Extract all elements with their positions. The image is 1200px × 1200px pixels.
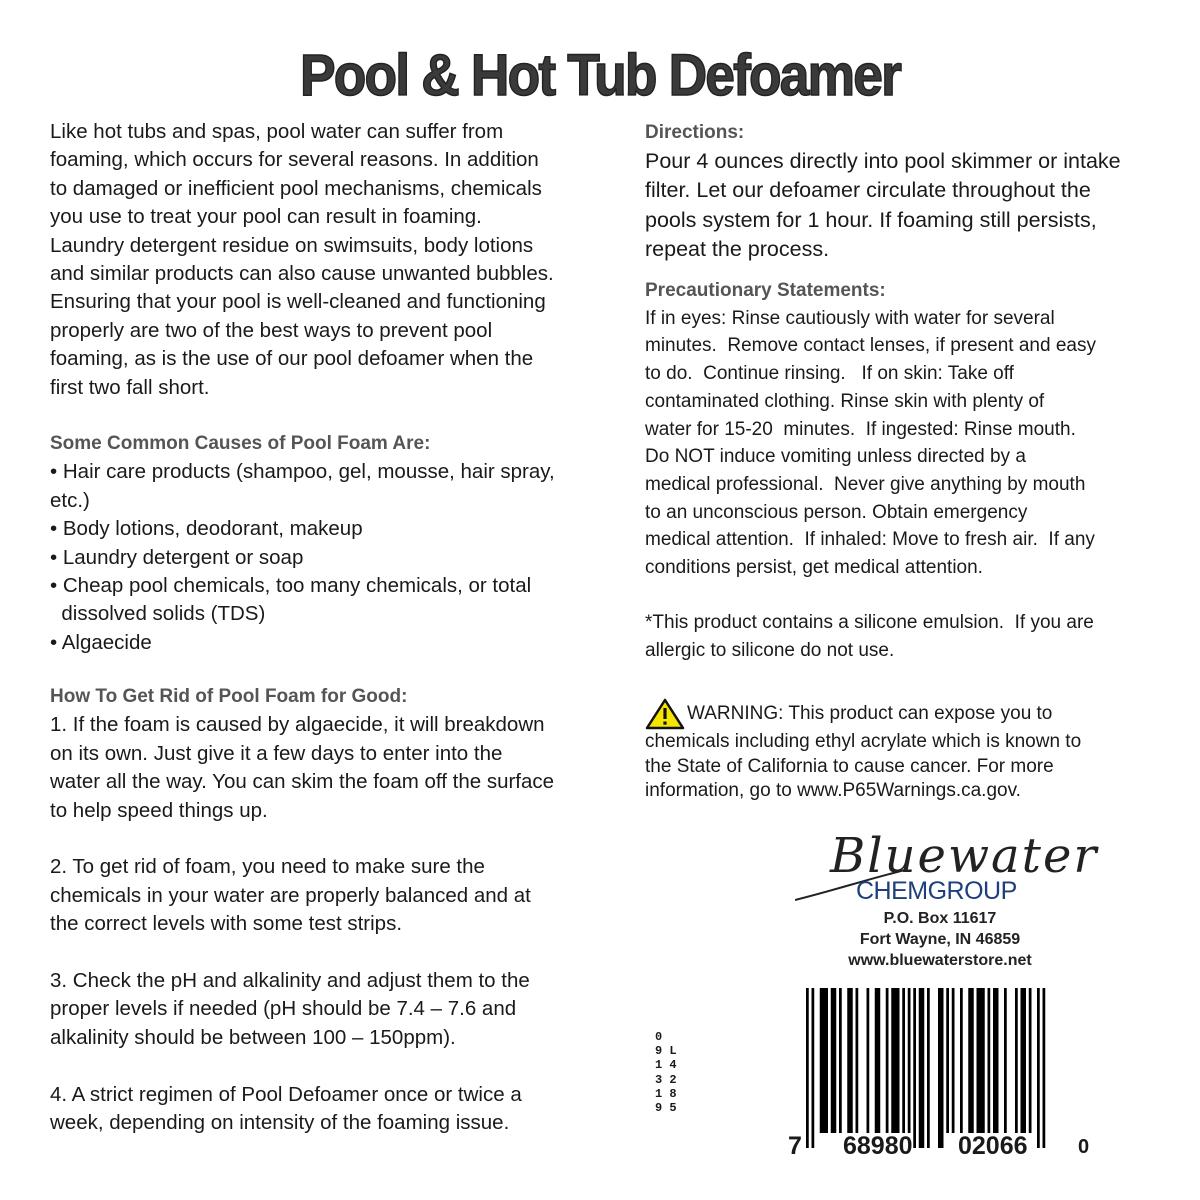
directions-heading: Directions: (645, 122, 745, 143)
barcode-bar (1037, 988, 1040, 1148)
barcode-bar (927, 988, 930, 1148)
text-line: 2. To get rid of foam, you need to make sure the (50, 855, 485, 879)
text-line: *This product contains a silicone emulsion. If you are (645, 612, 1094, 634)
text-line (50, 1052, 554, 1080)
barcode-bar (919, 988, 925, 1148)
text-line: 0 (655, 1030, 677, 1044)
directions-section (645, 118, 1121, 264)
barcode-bar (1021, 988, 1027, 1133)
text-line: 3. Check the pH and alkalinity and adjust them to the (50, 969, 530, 993)
barcode-bar (1043, 988, 1046, 1148)
directions-text (645, 147, 1121, 264)
text-line: you use to treat your pool can result in foaming. (50, 205, 482, 229)
text-line: week, depending on intensity of the foaming issue. (50, 1111, 510, 1135)
barcode-bar (993, 988, 999, 1133)
text-line: on its own. Just give it a few days to enter into the (50, 741, 503, 765)
text-line: foaming, as is the use of our pool defoamer when the (50, 347, 534, 371)
text-line: 1 8 (655, 1086, 677, 1101)
company-logo-subtitle: CHEMGROUP (856, 877, 1017, 905)
company-logo-script: Bluewater (830, 828, 1099, 884)
causes-heading: Some Common Causes of Pool Foam Are: (50, 433, 431, 454)
warning-text (645, 730, 1081, 804)
text-line: • Cheap pool chemicals, too many chemicals, or total (50, 574, 532, 598)
barcode-bar (847, 988, 853, 1133)
city-state: Fort Wayne, IN 46859 (859, 931, 1021, 948)
side-code (655, 1030, 677, 1115)
barcode-bar (1015, 988, 1018, 1133)
barcode-digits-left: 68980 (843, 1132, 913, 1160)
intro-paragraph (50, 118, 554, 402)
text-line: chemicals including ethyl acrylate which is known to (645, 731, 1082, 752)
warning-triangle-icon (645, 698, 685, 730)
text-line: to do. Continue rinsing. If on skin: Take off (645, 363, 1014, 385)
text-line: medical attention. If inhaled: Move to fresh air. If any (645, 529, 1095, 551)
text-line: repeat the process. (645, 236, 830, 261)
text-line: water all the way. You can skim the foam off the surface (50, 770, 555, 794)
barcode-digit-first: 7 (788, 1132, 802, 1160)
company-address (820, 908, 1060, 971)
text-line: the State of California to cause cancer. For more (645, 755, 1054, 777)
barcode-bar (867, 988, 870, 1133)
howto-heading: How To Get Rid of Pool Foam for Good: (50, 686, 408, 707)
text-line: chemicals in your water are properly balanced and at (50, 883, 531, 907)
text-line: Do NOT induce vomiting unless directed by a (645, 446, 1026, 468)
text-line: pools system for 1 hour. If foaming still persists, (645, 207, 1097, 232)
barcode-bar (902, 988, 905, 1133)
text-line: to damaged or inefficient pool mechanisms, chemicals (50, 176, 542, 200)
text-line: 3 2 (655, 1072, 677, 1087)
text-line: filter. Let our defoamer circulate throughout the (645, 178, 1091, 203)
text-line: foaming, which occurs for several reasons. In addition (50, 148, 539, 172)
text-line: Like hot tubs and spas, pool water can suffer from (50, 120, 504, 143)
text-line: properly are two of the best ways to prevent pool (50, 318, 493, 342)
causes-list (50, 458, 555, 657)
barcode-bar (952, 988, 955, 1133)
text-line: allergic to silicone do not use. (645, 640, 895, 662)
barcode-bar (977, 988, 985, 1133)
barcode-bar (812, 988, 815, 1148)
barcode-bar (938, 988, 944, 1148)
website[interactable]: www.bluewaterstore.net (848, 952, 1032, 969)
text-line: water for 15-20 minutes. If ingested: Rinse mouth. (645, 418, 1076, 440)
text-line: 1. If the foam is caused by algaecide, it will breakdown (50, 713, 545, 737)
text-line: etc.) (50, 488, 90, 512)
barcode-digits-right: 02066 (958, 1132, 1028, 1160)
causes-section (50, 430, 555, 657)
upc-barcode (806, 988, 1076, 1148)
howto-section (50, 683, 554, 1138)
text-line: • Algaecide (50, 630, 152, 654)
barcode-bar (968, 988, 974, 1133)
text-line (50, 939, 554, 967)
text-line: and similar products can also cause unwanted bubbles. (50, 262, 554, 286)
barcode-bar (891, 988, 899, 1133)
text-line: medical professional. Never give anything by mouth (645, 473, 1086, 495)
text-line: contaminated clothing. Rinse skin with plenty of (645, 390, 1045, 412)
text-line: Ensuring that your pool is well-cleaned and functioning (50, 290, 546, 314)
barcode-bar (913, 988, 916, 1148)
precaution-text (645, 305, 1096, 665)
barcode-bar (886, 988, 889, 1133)
text-line: • Laundry detergent or soap (50, 545, 304, 569)
barcode-bar (988, 988, 991, 1133)
precaution-heading: Precautionary Statements: (645, 280, 886, 301)
text-line (50, 825, 554, 853)
text-line: first two fall short. (50, 375, 210, 399)
text-line: • Body lotions, deodorant, makeup (50, 517, 363, 541)
precaution-section (645, 277, 1096, 665)
text-line: to help speed things up. (50, 798, 268, 822)
text-line: • Hair care products (shampoo, gel, mousse, hair spray, (50, 460, 555, 484)
howto-list (50, 711, 554, 1137)
barcode-bar (1029, 988, 1032, 1133)
text-line: Pour 4 ounces directly into pool skimmer or intake (645, 149, 1121, 174)
text-line: 4. A strict regimen of Pool Defoamer once or twice a (50, 1082, 522, 1106)
barcode-bar (820, 988, 828, 1133)
text-line: to an unconscious person. Obtain emergency (645, 501, 1028, 523)
text-line: alkalinity should be between 100 – 150ppm). (50, 1025, 456, 1049)
text-line (645, 582, 1096, 610)
text-line: 9 L (655, 1044, 677, 1059)
text-line: conditions persist, get medical attention. (645, 557, 983, 579)
text-line: If in eyes: Rinse cautiously with water for several (645, 307, 1055, 329)
po-box: P.O. Box 11617 (883, 910, 997, 927)
text-line: 1 4 (655, 1058, 677, 1073)
barcode-bar (856, 988, 859, 1133)
barcode-bar (1004, 988, 1007, 1133)
warning-section (645, 698, 1081, 804)
text-line: minutes. Remove contact lenses, if present and easy (645, 335, 1096, 357)
barcode-bar (946, 988, 949, 1133)
barcode-bar (908, 988, 911, 1133)
barcode-bar (875, 988, 881, 1133)
text-line: 9 5 (655, 1101, 677, 1116)
barcode-bar (960, 988, 963, 1133)
page-title: Pool & Hot Tub Defoamer (300, 43, 900, 108)
barcode-digit-last: 0 (1078, 1136, 1090, 1158)
warning-first-line: WARNING: This product can expose you to (687, 702, 1053, 724)
text-line: dissolved solids (TDS) (50, 602, 266, 626)
barcode-bar (831, 988, 837, 1133)
barcode-bar (839, 988, 842, 1133)
text-line: proper levels if needed (pH should be 7.4 – 7.6 and (50, 997, 517, 1021)
barcode-bar (806, 988, 809, 1148)
text-line: the correct levels with some test strips. (50, 912, 403, 936)
text-line: information, go to www.P65Warnings.ca.gov. (645, 780, 1021, 801)
text-line: Laundry detergent residue on swimsuits, body lotions (50, 233, 534, 257)
